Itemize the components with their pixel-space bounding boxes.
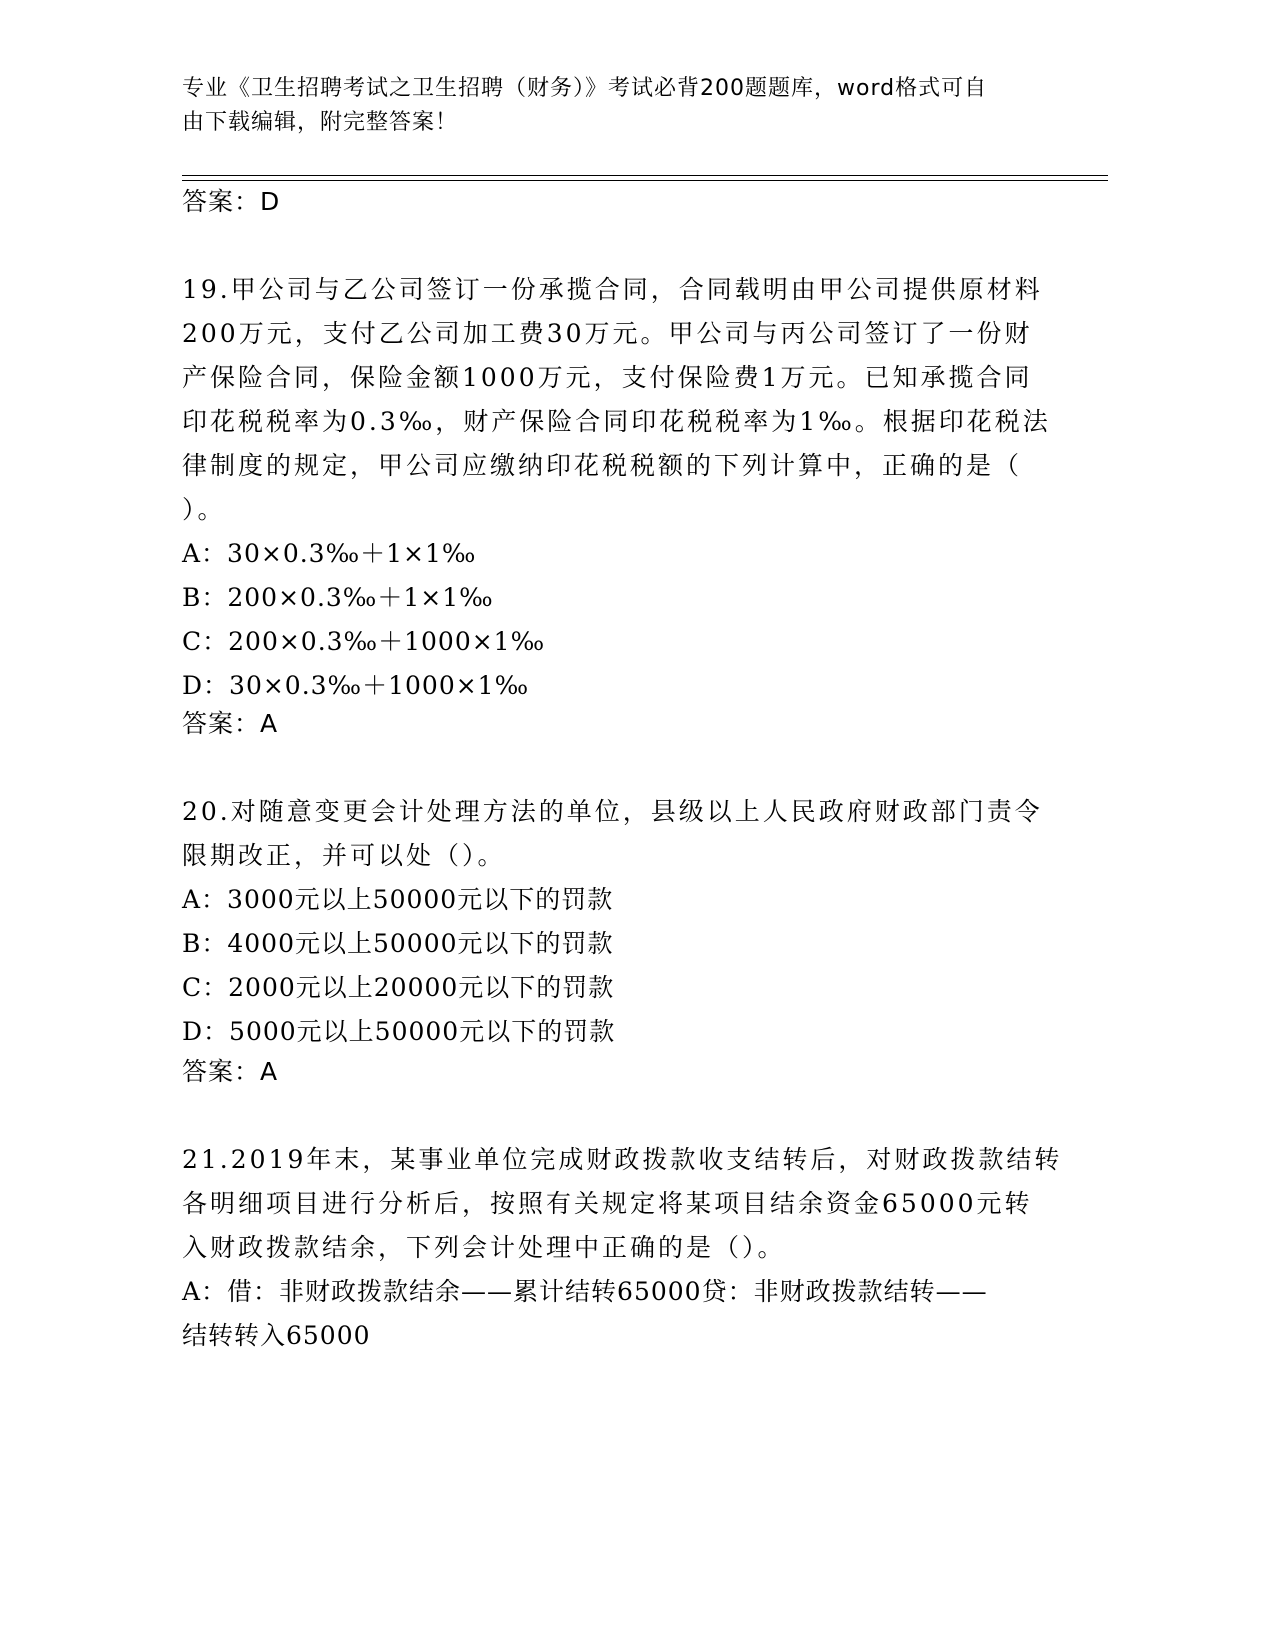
question-text-line: 产保险合同，保险金额1000万元，支付保险费1万元。已知承揽合同 <box>182 363 1033 392</box>
question-text-line: 印花税税率为0.3‰，财产保险合同印花税税率为1‰。根据印花税法 <box>182 407 1051 436</box>
option-c: C：2000元以上20000元以下的罚款 <box>182 973 615 1002</box>
question-text-line: 20.对随意变更会计处理方法的单位，县级以上人民政府财政部门责令 <box>182 797 1043 826</box>
option-b: B：4000元以上50000元以下的罚款 <box>182 929 614 958</box>
option-b: B：200×0.3‰＋1×1‰ <box>182 583 494 612</box>
option-a: A：借：非财政拨款结余——累计结转65000贷：非财政拨款结转—— <box>182 1277 988 1306</box>
header-rule-top <box>182 175 1108 176</box>
question-text-line: 200万元，支付乙公司加工费30万元。甲公司与丙公司签订了一份财 <box>182 319 1033 348</box>
question-text-line: 21.2019年末，某事业单位完成财政拨款收支结转后，对财政拨款结转 <box>182 1145 1063 1174</box>
question-20 <box>182 790 1042 1054</box>
question-text-line: 限期改正，并可以处（）。 <box>182 841 506 870</box>
option-d: D：5000元以上50000元以下的罚款 <box>182 1017 616 1046</box>
previous-answer: 答案：D <box>182 187 281 216</box>
question-text-line: 19.甲公司与乙公司签订一份承揽合同，合同载明由甲公司提供原材料 <box>182 275 1043 304</box>
header-line-2: 由下载编辑，附完整答案！ <box>182 110 459 135</box>
option-a: A：30×0.3‰＋1×1‰ <box>182 539 477 568</box>
question-21 <box>182 1138 1063 1358</box>
option-c: C：200×0.3‰＋1000×1‰ <box>182 627 546 656</box>
question-text-line: ）。 <box>182 495 226 524</box>
question-19 <box>182 268 1051 708</box>
option-a-continued: 结转转入65000 <box>182 1321 371 1350</box>
question-text-line: 入财政拨款结余，下列会计处理中正确的是（）。 <box>182 1233 786 1262</box>
question-text-line: 各明细项目进行分析后，按照有关规定将某项目结余资金65000元转 <box>182 1189 1033 1218</box>
answer-19: 答案：A <box>182 709 279 738</box>
page-header <box>182 72 1062 140</box>
option-a: A：3000元以上50000元以下的罚款 <box>182 885 614 914</box>
header-rule-bottom <box>182 180 1108 181</box>
answer-20: 答案：A <box>182 1057 279 1086</box>
option-d: D：30×0.3‰＋1000×1‰ <box>182 671 530 700</box>
question-text-line: 律制度的规定，甲公司应缴纳印花税税额的下列计算中，正确的是（ <box>182 451 1023 480</box>
header-line-1: 专业《卫生招聘考试之卫生招聘（财务）》考试必背200题题库，word格式可自 <box>182 76 988 101</box>
